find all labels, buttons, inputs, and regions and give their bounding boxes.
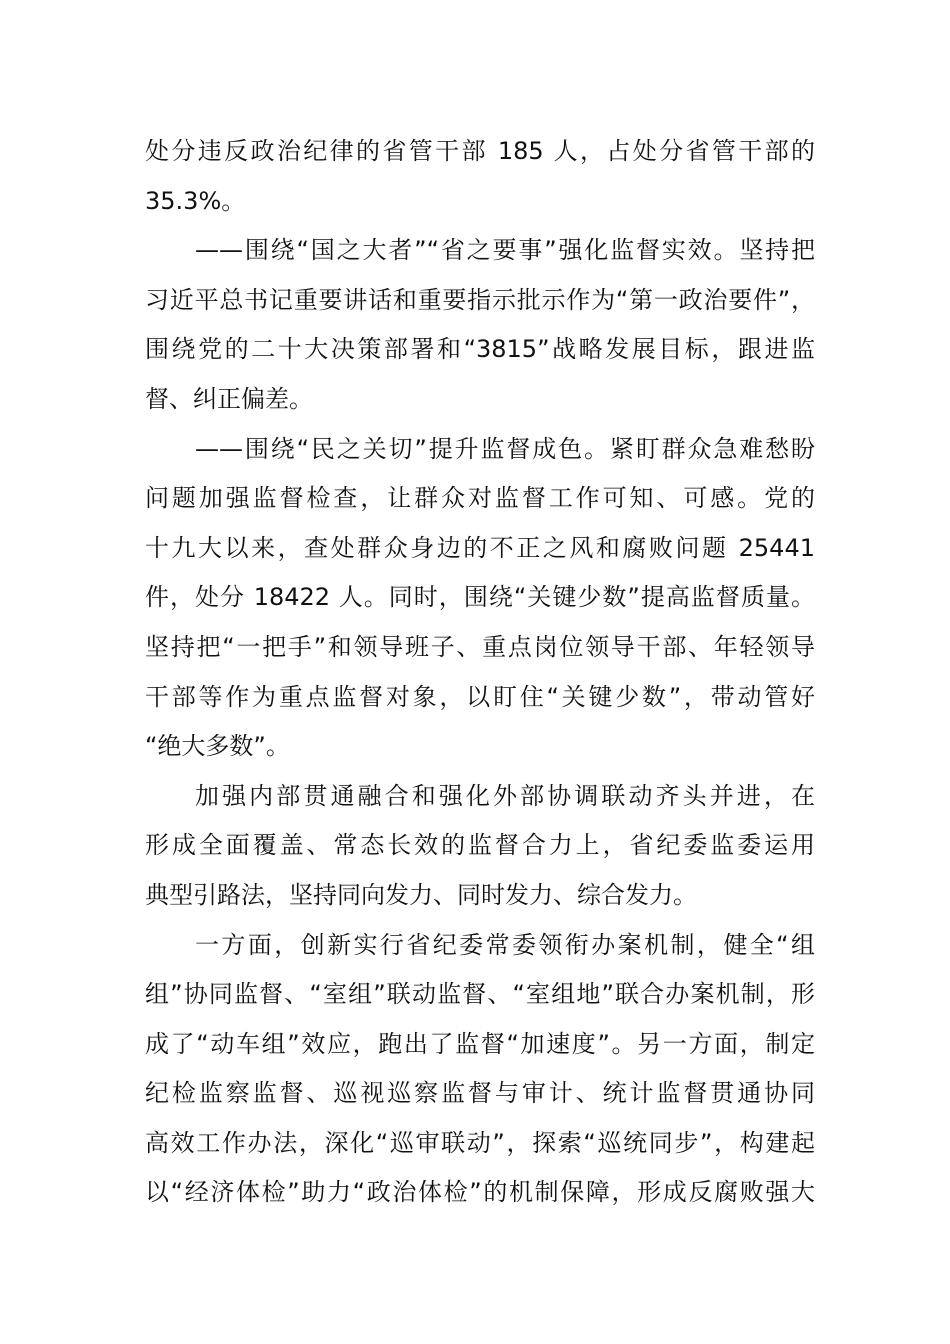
text-line: 件，处分 18422 人。同时，围绕“关键少数”提高监督质量。: [145, 583, 815, 612]
text-line: 围绕党的二十大决策部署和“3815”战略发展目标，跟进监: [145, 335, 815, 364]
text-line: 高效工作办法，深化“巡审联动”，探索“巡统同步”，构建起: [145, 1128, 815, 1157]
text-line: ——围绕“国之大者”“省之要事”强化监督实效。坚持把: [195, 236, 815, 265]
document-body: [145, 127, 815, 1218]
text-line: 组”协同监督、“室组”联动监督、“室组地”联合办案机制，形: [145, 980, 815, 1009]
text-line: 纪检监察监督、巡视巡察监督与审计、统计监督贯通协同: [145, 1079, 815, 1108]
text-line: 干部等作为重点监督对象，以盯住“关键少数”，带动管好: [145, 682, 815, 711]
text-line: 十九大以来，查处群众身边的不正之风和腐败问题 25441: [145, 533, 815, 562]
text-line: 处分违反政治纪律的省管干部 185 人，占处分省管干部的: [145, 137, 815, 165]
text-line: 成了“动车组”效应，跑出了监督“加速度”。另一方面，制定: [145, 1029, 815, 1058]
text-line: 加强内部贯通融合和强化外部协调联动齐头并进，在: [195, 781, 815, 810]
text-line: 典型引路法，坚持同向发力、同时发力、综合发力。: [145, 880, 697, 909]
text-line: 习近平总书记重要讲话和重要指示批示作为“第一政治要件”，: [145, 285, 815, 314]
text-line: 一方面，创新实行省纪委常委领衔办案机制，健全“组: [195, 930, 815, 959]
text-line: ——围绕“民之关切”提升监督成色。紧盯群众急难愁盼: [195, 434, 815, 463]
text-line: 以“经济体检”助力“政治体检”的机制保障，形成反腐败强大: [145, 1178, 815, 1207]
text-line: 坚持把“一把手”和领导班子、重点岗位领导干部、年轻领导: [145, 632, 815, 661]
text-line: 督、纠正偏差。: [145, 384, 313, 413]
text-line: 问题加强监督检查，让群众对监督工作可知、可感。党的: [145, 484, 815, 513]
text-line: “绝大多数”。: [145, 732, 290, 761]
text-line: 形成全面覆盖、常态长效的监督合力上，省纪委监委运用: [145, 831, 815, 860]
text-line: 35.3%。: [145, 186, 246, 215]
